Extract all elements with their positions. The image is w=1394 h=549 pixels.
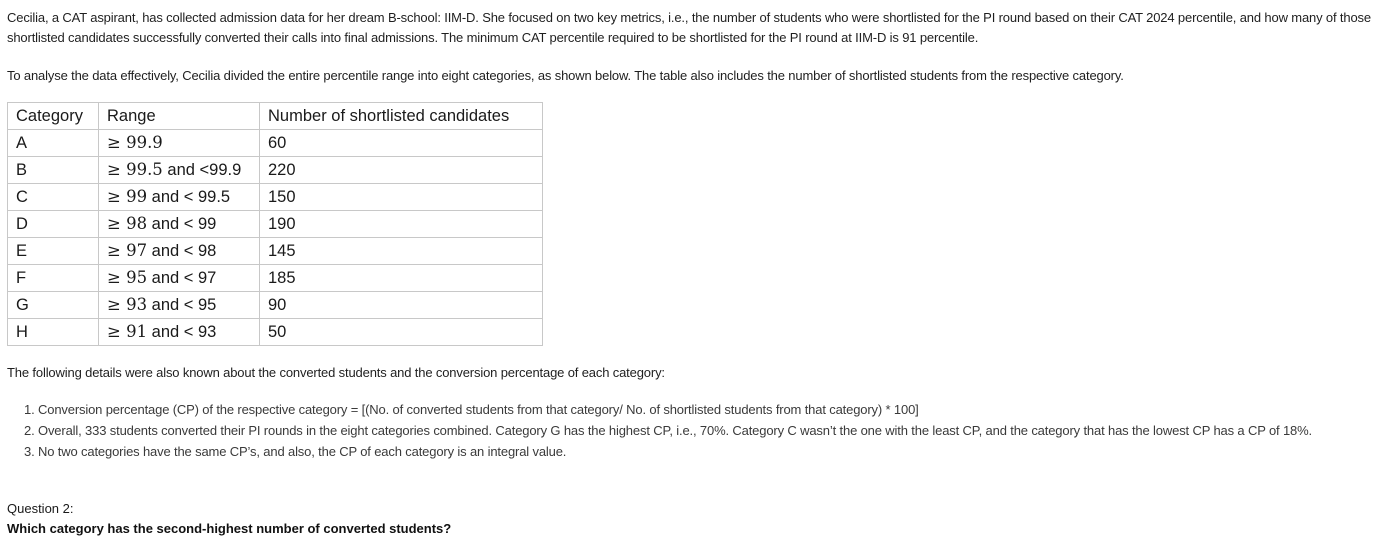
header-range: Range <box>99 103 260 130</box>
cell-range <box>99 157 260 184</box>
cell-category: D <box>8 211 99 238</box>
intro-paragraph-1: Cecilia, a CAT aspirant, has collected admission data for her dream B-school: IIM-D. She focused on two key metrics, i.e., the number of students who were shortlisted for the PI round based on their CAT 2024 percentile, and how many of those shortlisted candidates successfully converted their calls into final admissions. The minimum CAT percentile required to be shortlisted for the PI round at IIM-D is 91 percentile. <box>7 10 1371 45</box>
cell-shortlisted: 90 <box>260 292 543 319</box>
cell-category: H <box>8 319 99 346</box>
cell-shortlisted: 190 <box>260 211 543 238</box>
range-math: ≥ 95 <box>107 268 148 287</box>
header-shortlisted: Number of shortlisted candidates <box>260 103 543 130</box>
cell-shortlisted: 50 <box>260 319 543 346</box>
range-math: ≥ 98 <box>107 214 148 233</box>
range-text: and < 99 <box>147 215 217 233</box>
cell-range <box>99 265 260 292</box>
range-text: and <99.9 <box>162 161 242 179</box>
cell-category: E <box>8 238 99 265</box>
details-item: 2. Overall, 333 students converted their PI rounds in the eight categories combined. Category G has the highest CP, i.e., 70%. Category C wasn’t the one with the least CP, and the category that has the lowest CP has a CP of 18%. <box>38 420 1388 441</box>
range-math: ≥ 99 <box>107 187 148 206</box>
cell-category: A <box>8 130 99 157</box>
table-header-row <box>8 103 543 130</box>
cell-category: B <box>8 157 99 184</box>
cell-shortlisted: 185 <box>260 265 543 292</box>
range-text: and < 93 <box>147 323 217 341</box>
table-row <box>8 157 543 184</box>
details-list <box>0 399 1388 462</box>
question-label: Question 2: <box>7 501 74 516</box>
details-item: 1. Conversion percentage (CP) of the respective category = [(No. of converted students from that category/ No. of shortlisted students from that category) * 100] <box>38 399 1388 420</box>
table-row <box>8 292 543 319</box>
cell-shortlisted: 60 <box>260 130 543 157</box>
cell-category: F <box>8 265 99 292</box>
cell-range <box>99 211 260 238</box>
cell-shortlisted: 220 <box>260 157 543 184</box>
table-row <box>8 238 543 265</box>
cell-shortlisted: 150 <box>260 184 543 211</box>
range-text: and < 95 <box>147 296 217 314</box>
range-text: and < 98 <box>147 242 217 260</box>
range-math: ≥ 99.5 <box>107 160 163 179</box>
table-row <box>8 319 543 346</box>
cell-shortlisted: 145 <box>260 238 543 265</box>
details-item: 3. No two categories have the same CP’s, and also, the CP of each category is an integral value. <box>38 441 1388 462</box>
range-math: ≥ 93 <box>107 295 148 314</box>
details-intro: The following details were also known about the converted students and the conversion percentage of each category: <box>7 365 665 380</box>
intro-paragraph-2: To analyse the data effectively, Cecilia divided the entire percentile range into eight categories, as shown below. The table also includes the number of shortlisted students from the respective category. <box>7 68 1124 83</box>
cell-category: C <box>8 184 99 211</box>
table-row <box>8 265 543 292</box>
cell-range <box>99 238 260 265</box>
cell-range <box>99 184 260 211</box>
cell-category: G <box>8 292 99 319</box>
range-math: ≥ 91 <box>107 322 148 341</box>
cell-range <box>99 319 260 346</box>
cell-range <box>99 292 260 319</box>
header-category: Category <box>8 103 99 130</box>
table-row <box>8 184 543 211</box>
range-text: and < 97 <box>147 269 217 287</box>
range-math: ≥ 97 <box>107 241 148 260</box>
table-row <box>8 211 543 238</box>
question-text: Which category has the second-highest number of converted students? <box>7 521 452 536</box>
table-row <box>8 130 543 157</box>
range-text: and < 99.5 <box>147 188 231 206</box>
shortlist-table <box>7 102 543 346</box>
range-math: ≥ 99.9 <box>107 133 163 152</box>
cell-range <box>99 130 260 157</box>
